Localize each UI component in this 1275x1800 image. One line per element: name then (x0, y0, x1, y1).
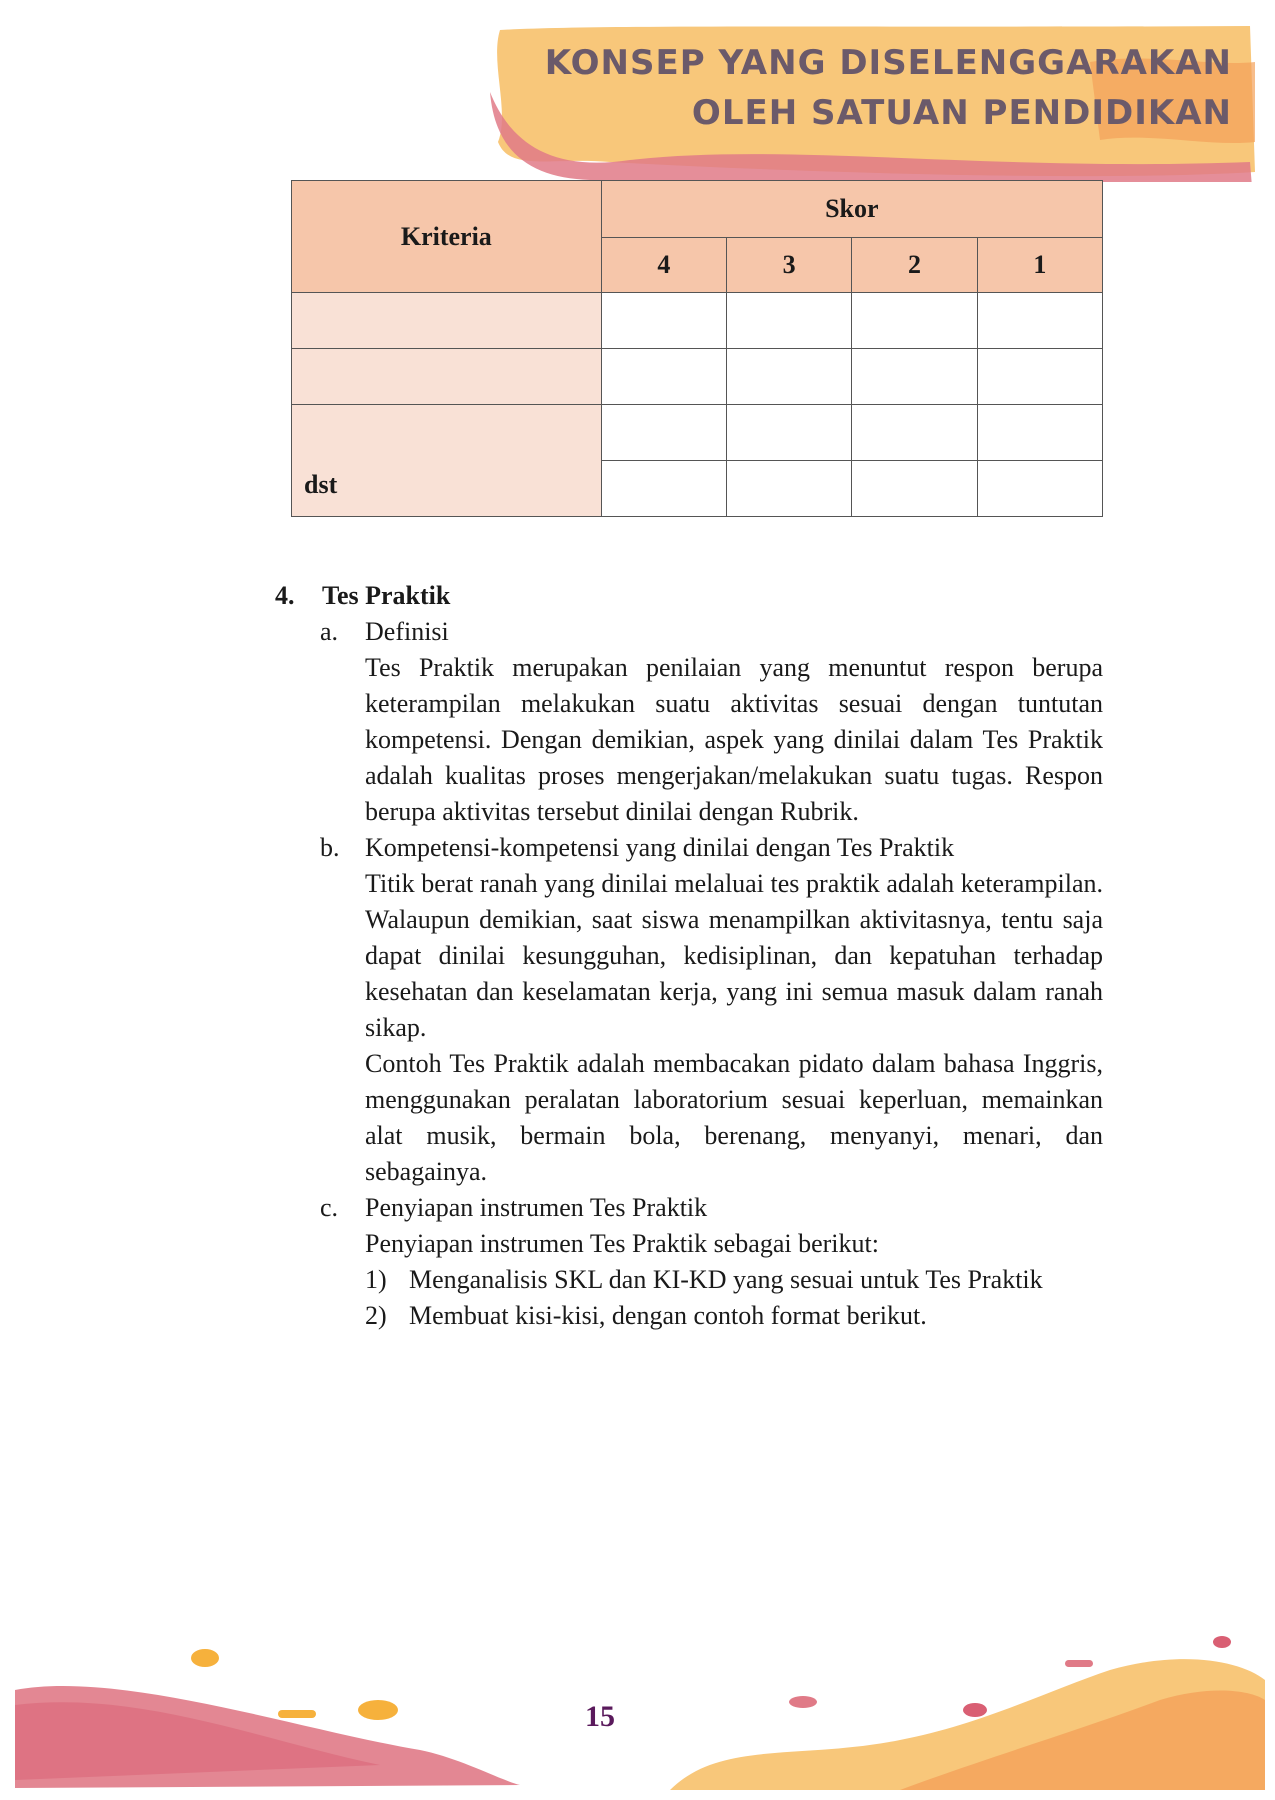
list-item (320, 830, 1103, 866)
paragraph: Titik berat ranah yang dinilai melaluai tes praktik adalah keterampilan. Walaupun demikian, saat siswa menampilkan aktivitasnya, tentu saja dapat dinilai kesungguhan, kedisiplinan, dan kepatuhan terhadap kesehatan dan keselamatan kerja, yang ini semua masuk dalam ranah sikap. (365, 869, 1103, 1042)
item-label: c. (320, 1193, 339, 1222)
table-row (292, 293, 1103, 349)
sub-list-item (365, 1298, 1103, 1334)
score-column-header: 1 (977, 238, 1102, 293)
section-title: Tes Praktik (322, 581, 451, 610)
sub-item-text: Menganalisis SKL dan KI-KD yang sesuai untuk Tes Praktik (409, 1265, 1043, 1294)
score-cell (727, 293, 852, 349)
score-cell (852, 461, 977, 517)
item-label: b. (320, 833, 340, 862)
item-label: a. (320, 617, 339, 646)
rubric-table (291, 180, 1103, 517)
dash-icon (1065, 1660, 1093, 1667)
sub-item-text: Membuat kisi-kisi, dengan contoh format berikut. (409, 1301, 927, 1330)
score-cell (977, 405, 1102, 461)
score-cell (601, 293, 726, 349)
score-cell (977, 349, 1102, 405)
score-cell (852, 293, 977, 349)
score-column-header: 4 (601, 238, 726, 293)
section-content (275, 578, 1103, 1334)
blob-icon (1213, 1636, 1231, 1648)
score-cell (852, 349, 977, 405)
score-cell (727, 349, 852, 405)
section-number: 4. (275, 581, 295, 610)
score-cell (601, 461, 726, 517)
list-item (320, 1190, 1103, 1226)
sub-item-label: 2) (365, 1301, 387, 1330)
score-column-header: 3 (727, 238, 852, 293)
item-heading: Kompetensi-kompetensi yang dinilai dengan Tes Praktik (365, 833, 955, 862)
score-cell (601, 405, 726, 461)
sub-item-label: 1) (365, 1265, 387, 1294)
table-row (292, 405, 1103, 461)
table-row (292, 349, 1103, 405)
list-item (320, 614, 1103, 650)
score-column-header: 2 (852, 238, 977, 293)
paragraph: Tes Praktik merupakan penilaian yang menuntut respon berupa keterampilan melakukan suatu aktivitas sesuai dengan tuntutan kompetensi. Dengan demikian, aspek yang dinilai dalam Tes Praktik adalah kualitas proses mengerjakan/melakukan suatu tugas. Respon berupa aktivitas tersebut dinilai dengan Rubrik. (365, 653, 1103, 826)
header-title (545, 38, 1232, 138)
score-cell (727, 461, 852, 517)
page-number: 15 (585, 1700, 615, 1733)
header-banner (490, 22, 1260, 182)
criteria-cell (292, 349, 602, 405)
sub-list-item (365, 1262, 1103, 1298)
header-title-line1: KONSEP YANG DISELENGGARAKAN (544, 43, 1232, 83)
item-heading: Penyiapan instrumen Tes Praktik (365, 1193, 708, 1222)
criteria-cell-dst: dst (292, 405, 602, 517)
score-cell (601, 349, 726, 405)
score-cell (852, 405, 977, 461)
score-cell (977, 293, 1102, 349)
section-heading (275, 578, 1103, 614)
paragraph: Penyiapan instrumen Tes Praktik sebagai berikut: (365, 1229, 879, 1258)
header-title-line2: OLEH SATUAN PENDIDIKAN (691, 93, 1232, 133)
blob-icon (191, 1649, 219, 1667)
score-cell (727, 405, 852, 461)
paragraph: Contoh Tes Praktik adalah membacakan pidato dalam bahasa Inggris, menggunakan peralatan laboratorium sesuai keperluan, memainkan alat musik, bermain bola, berenang, menyanyi, menari, dan sebagainya. (365, 1049, 1103, 1186)
criteria-cell (292, 293, 602, 349)
score-cell (977, 461, 1102, 517)
item-heading: Definisi (365, 617, 449, 646)
score-header: Skor (601, 181, 1102, 238)
criteria-header: Kriteria (292, 181, 602, 293)
